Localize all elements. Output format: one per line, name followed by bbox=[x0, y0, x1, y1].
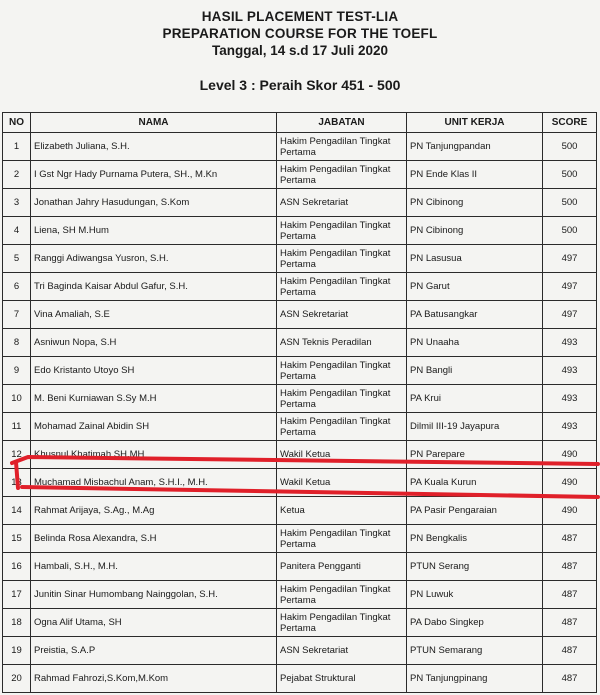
cell-unit-kerja: PA Batusangkar bbox=[407, 301, 543, 329]
cell-score: 500 bbox=[543, 217, 597, 245]
cell-score: 487 bbox=[543, 553, 597, 581]
table-row bbox=[3, 189, 597, 217]
cell-jabatan: Hakim Pengadilan Tingkat Pertama bbox=[277, 161, 407, 189]
cell-no: 12 bbox=[3, 441, 31, 469]
header-no: NO bbox=[3, 113, 31, 133]
cell-jabatan: Hakim Pengadilan Tingkat Pertama bbox=[277, 385, 407, 413]
cell-unit-kerja: PN Bengkalis bbox=[407, 525, 543, 553]
cell-no: 10 bbox=[3, 385, 31, 413]
cell-unit-kerja: PN Ende Klas II bbox=[407, 161, 543, 189]
table-row bbox=[3, 553, 597, 581]
cell-score: 500 bbox=[543, 189, 597, 217]
cell-jabatan: Panitera Pengganti bbox=[277, 553, 407, 581]
table-row bbox=[3, 217, 597, 245]
cell-jabatan: Hakim Pengadilan Tingkat Pertama bbox=[277, 133, 407, 161]
cell-nama: Ogna Alif Utama, SH bbox=[31, 609, 277, 637]
cell-no: 15 bbox=[3, 525, 31, 553]
cell-no: 14 bbox=[3, 497, 31, 525]
cell-unit-kerja: PN Cibinong bbox=[407, 189, 543, 217]
cell-jabatan: Hakim Pengadilan Tingkat Pertama bbox=[277, 357, 407, 385]
cell-score: 487 bbox=[543, 609, 597, 637]
cell-no: 8 bbox=[3, 329, 31, 357]
cell-no: 9 bbox=[3, 357, 31, 385]
cell-unit-kerja: PTUN Serang bbox=[407, 553, 543, 581]
title-line-2: PREPARATION COURSE FOR THE TOEFL bbox=[162, 26, 438, 41]
cell-nama: Elizabeth Juliana, S.H. bbox=[31, 133, 277, 161]
cell-nama: M. Beni Kurniawan S.Sy M.H bbox=[31, 385, 277, 413]
table-row bbox=[3, 469, 597, 497]
cell-unit-kerja: PTUN Semarang bbox=[407, 637, 543, 665]
table-row bbox=[3, 161, 597, 189]
cell-nama: Mohamad Zainal Abidin SH bbox=[31, 413, 277, 441]
cell-score: 493 bbox=[543, 329, 597, 357]
cell-nama: Tri Baginda Kaisar Abdul Gafur, S.H. bbox=[31, 273, 277, 301]
cell-score: 487 bbox=[543, 637, 597, 665]
cell-score: 500 bbox=[543, 161, 597, 189]
cell-no: 6 bbox=[3, 273, 31, 301]
cell-nama: Muchamad Misbachul Anam, S.H.I., M.H. bbox=[31, 469, 277, 497]
cell-jabatan: Hakim Pengadilan Tingkat Pertama bbox=[277, 245, 407, 273]
cell-score: 490 bbox=[543, 497, 597, 525]
cell-nama: Jonathan Jahry Hasudungan, S.Kom bbox=[31, 189, 277, 217]
cell-score: 490 bbox=[543, 441, 597, 469]
cell-unit-kerja: PA Dabo Singkep bbox=[407, 609, 543, 637]
cell-score: 497 bbox=[543, 301, 597, 329]
cell-jabatan: ASN Sekretariat bbox=[277, 189, 407, 217]
level-heading: Level 3 : Peraih Skor 451 - 500 bbox=[199, 77, 401, 93]
cell-unit-kerja: PN Tanjungpinang bbox=[407, 665, 543, 693]
score-table bbox=[2, 112, 597, 693]
cell-nama: Khusnul Khatimah SH.MH bbox=[31, 441, 277, 469]
cell-unit-kerja: PA Kuala Kurun bbox=[407, 469, 543, 497]
table-row bbox=[3, 637, 597, 665]
cell-nama: Hambali, S.H., M.H. bbox=[31, 553, 277, 581]
cell-score: 487 bbox=[543, 525, 597, 553]
table-row bbox=[3, 357, 597, 385]
cell-no: 17 bbox=[3, 581, 31, 609]
cell-nama: Junitin Sinar Humombang Nainggolan, S.H. bbox=[31, 581, 277, 609]
cell-score: 487 bbox=[543, 665, 597, 693]
title-line-1: HASIL PLACEMENT TEST-LIA bbox=[201, 9, 399, 24]
cell-jabatan: Hakim Pengadilan Tingkat Pertama bbox=[277, 581, 407, 609]
cell-score: 487 bbox=[543, 581, 597, 609]
cell-unit-kerja: PN Cibinong bbox=[407, 217, 543, 245]
cell-score: 493 bbox=[543, 385, 597, 413]
cell-no: 3 bbox=[3, 189, 31, 217]
cell-jabatan: ASN Teknis Peradilan bbox=[277, 329, 407, 357]
cell-no: 18 bbox=[3, 609, 31, 637]
cell-unit-kerja: Dilmil III-19 Jayapura bbox=[407, 413, 543, 441]
table-row bbox=[3, 497, 597, 525]
cell-unit-kerja: PN Luwuk bbox=[407, 581, 543, 609]
cell-nama: Rahmad Fahrozi,S.Kom,M.Kom bbox=[31, 665, 277, 693]
cell-unit-kerja: PN Garut bbox=[407, 273, 543, 301]
cell-jabatan: Wakil Ketua bbox=[277, 469, 407, 497]
cell-unit-kerja: PA Pasir Pengaraian bbox=[407, 497, 543, 525]
table-row bbox=[3, 581, 597, 609]
cell-nama: Asniwun Nopa, S.H bbox=[31, 329, 277, 357]
table-row bbox=[3, 385, 597, 413]
cell-no: 19 bbox=[3, 637, 31, 665]
cell-jabatan: Hakim Pengadilan Tingkat Pertama bbox=[277, 609, 407, 637]
cell-unit-kerja: PN Unaaha bbox=[407, 329, 543, 357]
cell-no: 16 bbox=[3, 553, 31, 581]
table-row bbox=[3, 301, 597, 329]
cell-jabatan: Pejabat Struktural bbox=[277, 665, 407, 693]
table-row bbox=[3, 525, 597, 553]
cell-no: 20 bbox=[3, 665, 31, 693]
cell-unit-kerja: PN Bangli bbox=[407, 357, 543, 385]
cell-nama: Vina Amaliah, S.E bbox=[31, 301, 277, 329]
cell-score: 493 bbox=[543, 357, 597, 385]
table-row bbox=[3, 441, 597, 469]
header-nama: NAMA bbox=[31, 113, 277, 133]
cell-nama: Preistia, S.A.P bbox=[31, 637, 277, 665]
cell-score: 497 bbox=[543, 273, 597, 301]
cell-nama: Edo Kristanto Utoyo SH bbox=[31, 357, 277, 385]
cell-no: 13 bbox=[3, 469, 31, 497]
cell-jabatan: Hakim Pengadilan Tingkat Pertama bbox=[277, 217, 407, 245]
header-jabatan: JABATAN bbox=[277, 113, 407, 133]
header-score: SCORE bbox=[543, 113, 597, 133]
header-unit-kerja: UNIT KERJA bbox=[407, 113, 543, 133]
cell-unit-kerja: PA Krui bbox=[407, 385, 543, 413]
cell-nama: I Gst Ngr Hady Purnama Putera, SH., M.Kn bbox=[31, 161, 277, 189]
cell-unit-kerja: PN Parepare bbox=[407, 441, 543, 469]
cell-jabatan: ASN Sekretariat bbox=[277, 301, 407, 329]
cell-nama: Liena, SH M.Hum bbox=[31, 217, 277, 245]
cell-score: 497 bbox=[543, 245, 597, 273]
cell-unit-kerja: PN Tanjungpandan bbox=[407, 133, 543, 161]
document-header bbox=[0, 0, 600, 93]
table-row bbox=[3, 273, 597, 301]
cell-jabatan: Ketua bbox=[277, 497, 407, 525]
cell-jabatan: Hakim Pengadilan Tingkat Pertama bbox=[277, 413, 407, 441]
date-line: Tanggal, 14 s.d 17 Juli 2020 bbox=[211, 43, 389, 58]
table-row bbox=[3, 413, 597, 441]
cell-nama: Belinda Rosa Alexandra, S.H bbox=[31, 525, 277, 553]
cell-no: 7 bbox=[3, 301, 31, 329]
table-row bbox=[3, 133, 597, 161]
cell-jabatan: Hakim Pengadilan Tingkat Pertama bbox=[277, 525, 407, 553]
cell-unit-kerja: PN Lasusua bbox=[407, 245, 543, 273]
cell-jabatan: ASN Sekretariat bbox=[277, 637, 407, 665]
cell-jabatan: Hakim Pengadilan Tingkat Pertama bbox=[277, 273, 407, 301]
table-row bbox=[3, 609, 597, 637]
table-row bbox=[3, 665, 597, 693]
cell-no: 5 bbox=[3, 245, 31, 273]
cell-score: 500 bbox=[543, 133, 597, 161]
cell-nama: Ranggi Adiwangsa Yusron, S.H. bbox=[31, 245, 277, 273]
table-header-row bbox=[3, 113, 597, 133]
table-row bbox=[3, 329, 597, 357]
cell-no: 1 bbox=[3, 133, 31, 161]
cell-no: 2 bbox=[3, 161, 31, 189]
table-row bbox=[3, 245, 597, 273]
cell-no: 11 bbox=[3, 413, 31, 441]
cell-jabatan: Wakil Ketua bbox=[277, 441, 407, 469]
cell-no: 4 bbox=[3, 217, 31, 245]
cell-score: 490 bbox=[543, 469, 597, 497]
cell-nama: Rahmat Arijaya, S.Ag., M.Ag bbox=[31, 497, 277, 525]
cell-score: 493 bbox=[543, 413, 597, 441]
